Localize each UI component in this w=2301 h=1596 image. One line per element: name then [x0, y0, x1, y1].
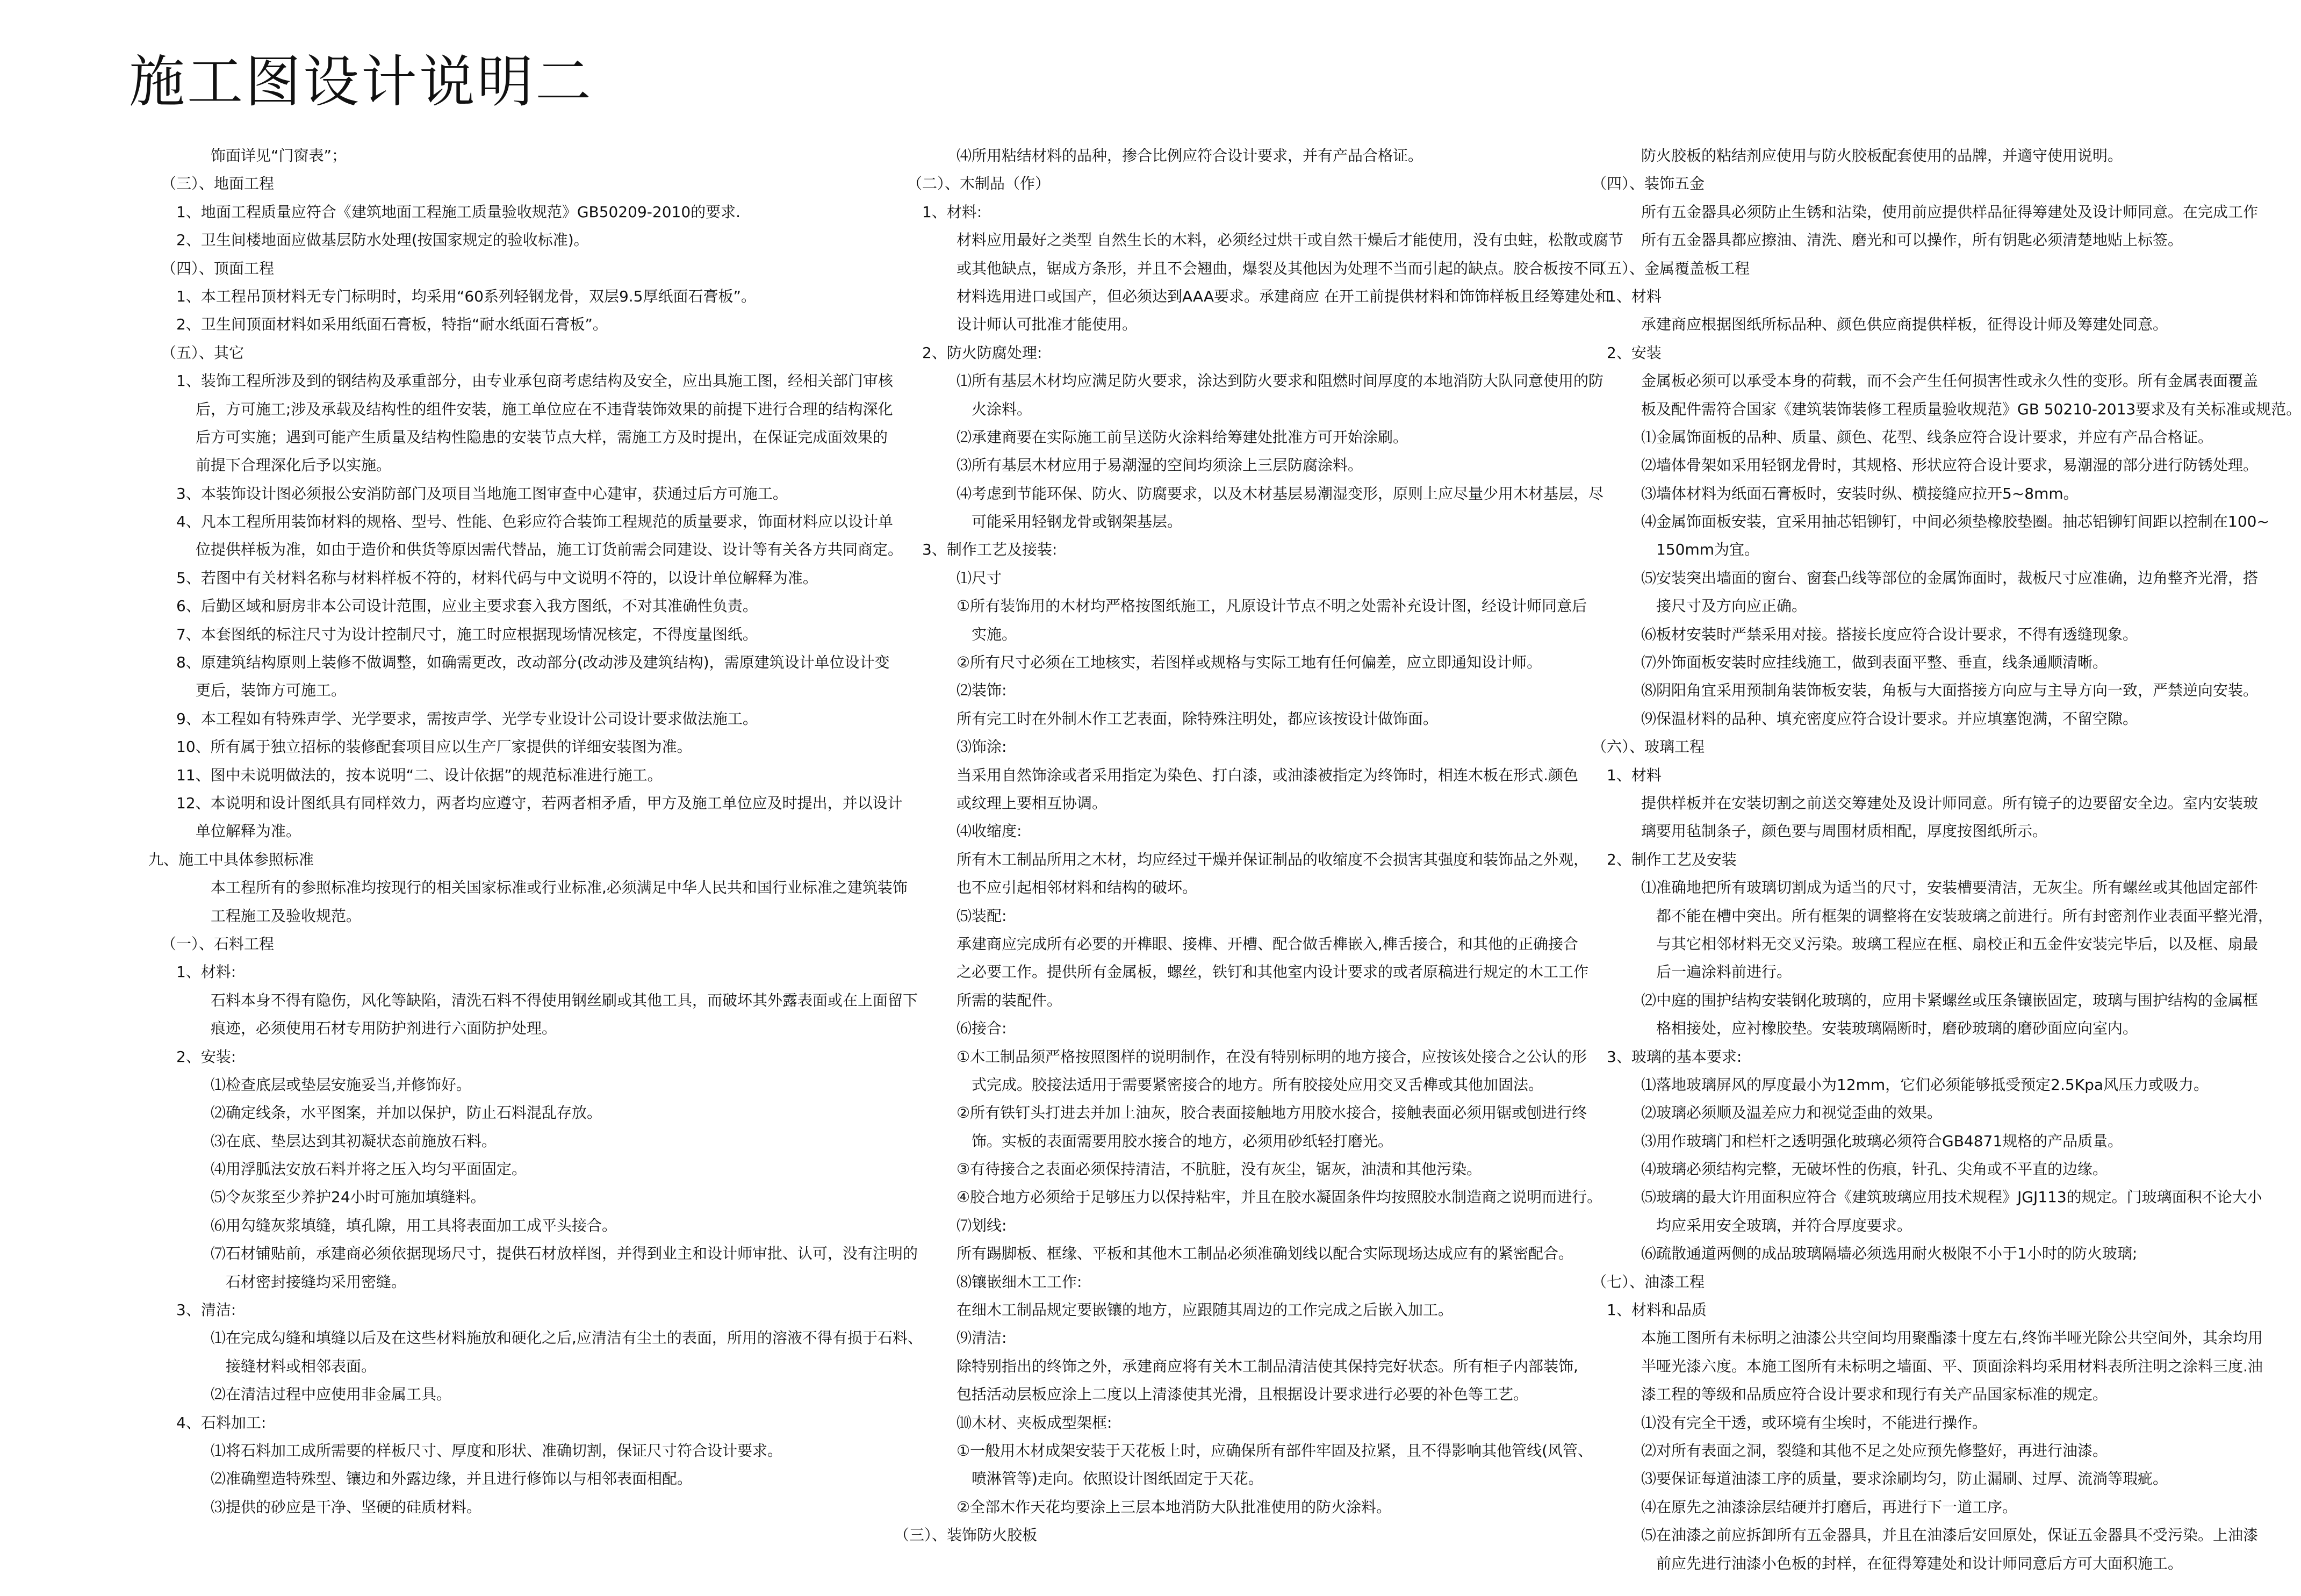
note-line: 璃要用毡制条子，颜色要与周围材质相配，厚度按图纸所示。	[1641, 822, 2048, 840]
note-line: ⑵承建商要在实际施工前呈送防火涂料给筹建处批准方可开始涂刷。	[957, 428, 1408, 446]
note-line: ⑷用浮胍法安放石料并将之压入均匀平面固定。	[211, 1160, 527, 1178]
notes-column-2	[894, 142, 1623, 1550]
note-line: 1、地面工程质量应符合《建筑地面工程施工质量验收规范》GB50209-2010的要求.	[176, 203, 741, 221]
note-line: ⑴在完成勾缝和填缝以后及在这些材料施放和硬化之后,应清洁有尘土的表面，所用的溶液不得有损于石料、	[211, 1329, 923, 1347]
note-line: （二）、木制品（作）	[907, 175, 1051, 193]
note-line: 9、本工程如有特殊声学、光学要求，需按声学、光学专业设计公司设计要求做法施工。	[176, 709, 758, 728]
note-line: ⑶在底、垫层达到其初凝状态前施放石料。	[211, 1132, 497, 1150]
note-line: 所有完工时在外制木作工艺表面，除特殊注明处，都应该按设计做饰面。	[957, 709, 1439, 728]
note-line: 150mm为宜。	[1656, 541, 1759, 559]
note-line: 2、卫生间顶面材料如采用纸面石膏板，特指“耐水纸面石膏板”。	[176, 315, 608, 334]
note-line: ⑶要保证每道油漆工序的质量，要求涂刷均匀，防止漏刷、过厚、流淌等瑕疵。	[1641, 1470, 2168, 1488]
note-line: ⑻阴阳角宜采用预制角装饰板安装，角板与大面搭接方向应与主导方向一致，严禁逆向安装。	[1641, 681, 2259, 700]
note-line: 4、凡本工程所用装饰材料的规格、型号、性能、色彩应符合装饰工程规范的质量要求，饰面材料应以设计单	[176, 513, 893, 531]
note-line: ⑽木材、夹板成型架框:	[957, 1413, 1112, 1432]
note-line: 半哑光漆六度。本施工图所有未标明之墙面、平、顶面涂料均采用材料表所注明之涂料三度.油	[1641, 1357, 2263, 1375]
note-line: 实施。	[972, 625, 1017, 643]
note-line: 前提下合理深化后予以实施。	[196, 456, 392, 475]
note-line: 喷淋管等)走向。依照设计图纸固定于天花。	[972, 1470, 1263, 1488]
note-line: ⑴所有基层木材均应满足防火要求，涂达到防火要求和阻燃时间厚度的本地消防大队同意使用的防	[957, 372, 1604, 390]
note-line: ⑴尺寸	[957, 569, 1002, 587]
note-line: （六）、玻璃工程	[1592, 738, 1705, 756]
note-line: ⑹疏散通道两侧的成品玻璃隔墙必须选用耐火极限不小于1小时的防火玻璃;	[1641, 1245, 2138, 1263]
note-line: ⑺外饰面板安装时应挂线施工，做到表面平整、垂直，线条通顺清晰。	[1641, 653, 2108, 672]
note-line: 更后，装饰方可施工。	[196, 681, 347, 700]
note-line: ⑷玻璃必须结构完整，无破坏性的伤痕，针孔、尖角或不平直的边缘。	[1641, 1160, 2108, 1178]
notes-column-1	[148, 142, 923, 1521]
note-line: 2、防火防腐处理:	[922, 343, 1042, 362]
note-line: ⑴准确地把所有玻璃切割成为适当的尺寸，安装槽要清洁，无灰尘。所有螺丝或其他固定部件	[1641, 879, 2259, 897]
note-line: 2、制作工艺及安装	[1607, 850, 1737, 868]
note-line: （五）、金属覆盖板工程	[1592, 259, 1750, 277]
note-line: ⑵对所有表面之洞，裂缝和其他不足之处应预先修整好，再进行油漆。	[1641, 1441, 2108, 1460]
note-line: 九、施工中具体参照标准	[148, 850, 314, 868]
note-line: ⑵准确塑造特殊型、镶边和外露边缘，并且进行修饰以与相邻表面相配。	[211, 1470, 693, 1488]
note-line: 接缝材料或相邻表面。	[226, 1357, 377, 1375]
note-line: 都不能在槽中突出。所有框架的调整将在安装玻璃之前进行。所有封密剂作业表面平整光滑，	[1656, 907, 2274, 925]
note-line: 饰面详见“门窗表”；	[211, 147, 347, 164]
note-line: ⑼保温材料的品种、填充密度应符合设计要求。并应填塞饱满，不留空隙。	[1641, 709, 2138, 728]
note-line: 1、材料:	[176, 963, 236, 981]
note-line: 或纹理上要相互协调。	[957, 794, 1108, 812]
note-line: ⑷金属饰面板安装，宜采用抽芯铝铆钉，中间必须垫橡胶垫圈。抽芯铝铆钉间距以控制在100~	[1641, 513, 2269, 531]
note-line: 后一遍涂料前进行。	[1656, 963, 1792, 981]
note-line: 提供样板并在安装切割之前送交筹建处及设计师同意。所有镜子的边要留安全边。室内安装玻	[1641, 794, 2259, 812]
note-line: 1、材料:	[922, 203, 982, 221]
note-line: ⑷考虑到节能环保、防火、防腐要求，以及木材基层易潮湿变形，原则上应尽量少用木材基层，尽	[957, 484, 1604, 502]
note-line: ⑶提供的砂应是干净、坚硬的硅质材料。	[211, 1498, 482, 1516]
note-line: ⑸装配:	[957, 907, 1007, 925]
note-line: ⑵墙体骨架如采用轻钢龙骨时，其规格、形状应符合设计要求，易潮湿的部分进行防锈处理。	[1641, 456, 2259, 475]
note-line: 或其他缺点，锯成方条形，并且不会翘曲，爆裂及其他因为处理不当而引起的缺点。胶合板按不同	[957, 259, 1604, 277]
note-line: 11、图中未说明做法的，按本说明“二、设计依据”的规范标准进行施工。	[176, 766, 663, 784]
note-line: 防火胶板的粘结剂应使用与防火胶板配套使用的品牌，并適守使用说明。	[1641, 147, 2123, 164]
note-line: 石材密封接缝均采用密缝。	[226, 1273, 407, 1291]
note-line: ⑷收缩度:	[957, 822, 1022, 840]
note-line: （三）、装饰防火胶板	[894, 1526, 1038, 1544]
note-line: ⑸在油漆之前应拆卸所有五金器具，并且在油漆后安回原处，保证五金器具不受污染。上油漆	[1641, 1526, 2259, 1544]
note-line: ⑶饰涂:	[957, 738, 1007, 756]
note-line: 位提供样板为准，如由于造价和供货等原因需代替品，施工订货前需会同建设、设计等有关各方共同商定。	[196, 541, 903, 559]
note-line: 承建商应根据图纸所标品种、颜色供应商提供样板，征得设计师及筹建处同意。	[1641, 315, 2168, 334]
note-line: ⑹接合:	[957, 1019, 1007, 1038]
note-line: 所有五金器具都应擦油、清洗、磨光和可以操作，所有钥匙必须清楚地贴上标签。	[1641, 231, 2183, 249]
note-line: 承建商应完成所有必要的开榫眼、接榫、开槽、配合做舌榫嵌入,榫舌接合，和其他的正确接合	[957, 934, 1578, 953]
note-line: 2、安装	[1607, 343, 1662, 362]
note-line: ②全部木作天花均要涂上三层本地消防大队批准使用的防火涂料。	[957, 1498, 1392, 1516]
note-line: （三）、地面工程	[161, 175, 275, 193]
note-line: 3、玻璃的基本要求:	[1607, 1047, 1742, 1066]
note-line: 所有木工制品所用之木材，均应经过干燥并保证制品的收缩度不会损害其强度和装饰品之外观，	[957, 850, 1589, 868]
note-line: ⑸玻璃的最大许用面积应符合《建筑玻璃应用技术规程》JGJ113的规定。门玻璃面积不论大小	[1641, 1188, 2262, 1206]
note-line: 5、若图中有关材料名称与材料样板不符的，材料代码与中文说明不符的，以设计单位解释为准。	[176, 569, 818, 587]
note-line: 火涂料。	[972, 400, 1032, 418]
note-line: 1、材料和品质	[1607, 1301, 1707, 1319]
note-line: 2、安装:	[176, 1047, 236, 1066]
note-line: 材料应用最好之类型 自然生长的木料，必须经过烘干或自然干燥后才能使用，没有虫蛀，松散或腐节	[957, 231, 1623, 249]
note-line: ⑵中庭的围护结构安装钢化玻璃的，应用卡紧螺丝或压条镶嵌固定，玻璃与围护结构的金属框	[1641, 991, 2259, 1009]
note-line: ⑹板材安装时严禁采用对接。搭接长度应符合设计要求，不得有透缝现象。	[1641, 625, 2138, 643]
note-line: 1、本工程吊顶材料无专门标明时，均采用“60系列轻钢龙骨，双层9.5厚纸面石膏板”。	[176, 287, 756, 305]
note-line: 前应先进行油漆小色板的封样，在征得筹建处和设计师同意后方可大面积施工。	[1656, 1554, 2183, 1572]
note-line: ⑷所用粘结材料的品种，掺合比例应符合设计要求，并有产品合格证。	[957, 147, 1423, 164]
note-line: 本施工图所有未标明之油漆公共空间均用聚酯漆十度左右,终饰半哑光除公共空间外，其余均用	[1641, 1329, 2263, 1347]
note-line: ⑴金属饰面板的品种、质量、颜色、花型、线条应符合设计要求，并应有产品合格证。	[1641, 428, 2213, 446]
note-line: 本工程所有的参照标准均按现行的相关国家标准或行业标准,必须满足中华人民共和国行业标准之建筑装饰	[211, 879, 908, 897]
note-line: ⑶所有基层木材应用于易潮湿的空间均须涂上三层防腐涂料。	[957, 456, 1363, 475]
note-line: 均应采用安全玻璃，并符合厚度要求。	[1656, 1216, 1912, 1234]
note-line: 金属板必须可以承受本身的荷载，而不会产生任何损害性或永久性的变形。所有金属表面覆盖	[1641, 372, 2259, 390]
note-line: 可能采用轻钢龙骨或钢架基层。	[972, 513, 1183, 531]
note-line: （四）、装饰五金	[1592, 175, 1705, 193]
note-line: ⑺石材铺贴前，承建商必须依据现场尺寸，提供石材放样图，并得到业主和设计师审批、认可，没有注明的	[211, 1245, 918, 1263]
note-line: 当采用自然饰涂或者采用指定为染色、打白漆，或油漆被指定为终饰时，相连木板在形式.颜色	[957, 766, 1578, 784]
note-line: 1、材料	[1607, 287, 1662, 305]
note-line: ②所有铁钉头打进去并加上油灰，胶合表面接触地方用胶水接合，接触表面必须用锯或刨进行终	[957, 1104, 1587, 1122]
page-title: 施工图设计说明二	[129, 48, 594, 114]
note-line: 在细木工制品规定要嵌镶的地方，应跟随其周边的工作完成之后嵌入加工。	[957, 1301, 1454, 1319]
note-line: ⑵玻璃必须顺及温差应力和视觉歪曲的效果。	[1641, 1104, 1943, 1122]
note-line: 也不应引起相邻材料和结构的破坏。	[957, 879, 1198, 897]
note-line: ⑷在原先之油漆涂层结硬并打磨后，再进行下一道工序。	[1641, 1498, 2018, 1516]
note-line: ①所有装饰用的木材均严格按图纸施工，凡原设计节点不明之处需补充设计图，经设计师同意后	[957, 597, 1587, 615]
note-line: ⑻镶嵌细木工工作:	[957, 1273, 1082, 1291]
note-line: 7、本套图纸的标注尺寸为设计控制尺寸，施工时应根据现场情况核定，不得度量图纸。	[176, 625, 758, 643]
note-line: ⑶用作玻璃门和栏杆之透明强化玻璃必须符合GB4871规格的产品质量。	[1641, 1132, 2123, 1150]
note-line: 之必要工作。提供所有金属板，螺丝，铁钉和其他室内设计要求的或者原稿进行规定的木工工作	[957, 963, 1589, 981]
note-line: ⑴落地玻璃屏风的厚度最小为12mm，它们必须能够抵受预定2.5Kpa风压力或吸力。	[1641, 1075, 2209, 1094]
note-line: ⑴将石料加工成所需要的样板尺寸、厚度和形状、准确切割，保证尺寸符合设计要求。	[211, 1441, 783, 1460]
note-line: 8、原建筑结构原则上装修不做调整，如确需更改，改动部分(改动涉及建筑结构)，需原建筑设计单位设计变	[176, 653, 890, 672]
note-line: 除特别指出的终饰之外，承建商应将有关木工制品清洁使其保持完好状态。所有柜子内部装饰,	[957, 1357, 1578, 1375]
note-line: 接尺寸及方向应正确。	[1656, 597, 1807, 615]
note-line: ②所有尺寸必须在工地核实，若图样或规格与实际工地有任何偏差，应立即通知设计师。	[957, 653, 1542, 672]
note-line: ⑵装饰:	[957, 681, 1007, 700]
note-line: ⑴检查底层或垫层安施妥当,并修饰好。	[211, 1075, 471, 1094]
note-line: 板及配件需符合国家《建筑装饰装修工程质量验收规范》GB 50210-2013要求及有关标准或规范。	[1641, 400, 2301, 418]
note-line: 石料本身不得有隐伤，风化等缺陷，清洗石料不得使用钢丝刷或其他工具，而破坏其外露表面或在上面留下	[211, 991, 918, 1009]
note-line: 包括活动层板应涂上二度以上清漆使其光滑，且根据设计要求进行必要的补色等工艺。	[957, 1385, 1529, 1404]
note-line: 工程施工及验收规范。	[211, 907, 362, 925]
note-line: ③有待接合之表面必须保持清洁，不肮脏，没有灰尘，锯灰，油渍和其他污染。	[957, 1160, 1482, 1178]
notes-column-3	[1579, 142, 2301, 1578]
note-line: ④胶合地方必须给于足够压力以保持粘牢，并且在胶水凝固条件均按照胶水制造商之说明而进行。	[957, 1188, 1602, 1206]
note-line: 设计师认可批准才能使用。	[957, 315, 1138, 334]
note-line: 所有五金器具必须防止生锈和沾染，使用前应提供样品征得筹建处及设计师同意。在完成工作	[1641, 203, 2259, 221]
note-line: 1、材料	[1607, 766, 1662, 784]
note-line: 12、本说明和设计图纸具有同样效力，两者均应遵守，若两者相矛盾，甲方及施工单位应及时提出，并以设计	[176, 794, 903, 812]
note-line: ⑵确定线条，水平图案，并加以保护，防止石料混乱存放。	[211, 1104, 602, 1122]
note-line: ⑶墙体材料为纸面石膏板时，安装时纵、横接缝应拉开5~8mm。	[1641, 484, 2079, 502]
note-line: 格相接处，应衬橡胶垫。安装玻璃隔断时，磨砂玻璃的磨砂面应向室内。	[1656, 1019, 2138, 1038]
note-line: （七）、油漆工程	[1592, 1273, 1705, 1291]
note-line: 6、后勤区域和厨房非本公司设计范围，应业主要求套入我方图纸，不对其准确性负责。	[176, 597, 758, 615]
note-line: （一）、石料工程	[161, 934, 275, 953]
note-line: 式完成。胶接法适用于需要紧密接合的地方。所有胶接处应用交叉舌榫或其他加固法。	[972, 1075, 1544, 1094]
note-line: ①木工制品须严格按照图样的说明制作，在没有特别标明的地方接合，应按该处接合之公认的形	[957, 1047, 1587, 1066]
note-line: 后方可实施；遇到可能产生质量及结构性隐患的安装节点大样，需施工方及时提出，在保证完成面效果的	[196, 428, 888, 446]
note-line: 饰。实板的表面需要用胶水接合的地方，必须用砂纸轻打磨光。	[972, 1132, 1393, 1150]
note-line: 2、卫生间楼地面应做基层防水处理(按国家规定的验收标准)。	[176, 231, 589, 249]
note-line: ⑴没有完全干透，或环境有尘埃时，不能进行操作。	[1641, 1413, 1988, 1432]
note-line: 3、清洁:	[176, 1301, 236, 1319]
note-line: （四）、顶面工程	[161, 259, 275, 277]
note-line: ⑼清洁:	[957, 1329, 1007, 1347]
note-line: 1、装饰工程所涉及到的钢结构及承重部分，由专业承包商考虑结构及安全，应出具施工图，经相关部门审核	[176, 372, 893, 390]
note-line: 痕迹，必须使用石材专用防护剂进行六面防护处理。	[211, 1019, 557, 1038]
note-line: （五）、其它	[161, 343, 245, 362]
note-line: 4、石料加工:	[176, 1413, 267, 1432]
note-line: 10、所有属于独立招标的装修配套项目应以生产厂家提供的详细安装图为准。	[176, 738, 692, 756]
note-line: ⑸令灰浆至少养护24小时可施加填缝料。	[211, 1188, 486, 1206]
note-line: 漆工程的等级和品质应符合设计要求和现行有关产品国家标准的规定。	[1641, 1385, 2108, 1404]
note-line: ⑵在清洁过程中应使用非金属工具。	[211, 1385, 452, 1404]
note-line: 与其它相邻材料无交叉污染。玻璃工程应在框、扇校正和五金件安装完毕后，以及框、扇最	[1656, 934, 2259, 953]
note-line: ⑺划线:	[957, 1216, 1007, 1234]
note-line: ①一般用木材成架安装于天花板上时，应确保所有部件牢固及拉紧，且不得影响其他管线(风管、	[957, 1441, 1593, 1460]
note-line: 材料选用进口或国产，但必须达到AAA要求。承建商应 在开工前提供材料和饰饰样板且经筹建处和	[957, 287, 1610, 305]
note-line: ⑸安装突出墙面的窗台、窗套凸线等部位的金属饰面时，裁板尺寸应准确，边角整齐光滑，搭	[1641, 569, 2259, 587]
note-line: ⑹用勾缝灰浆填缝，填孔隙，用工具将表面加工成平头接合。	[211, 1216, 617, 1234]
note-line: 单位解释为准。	[196, 822, 301, 840]
note-line: 3、制作工艺及接装:	[922, 541, 1058, 559]
note-line: 所需的装配件。	[957, 991, 1062, 1009]
note-line: 所有踢脚板、框缘、平板和其他木工制品必须准确划线以配合实际现场达成应有的紧密配合。	[957, 1245, 1574, 1263]
note-line: 3、本装饰设计图必须报公安消防部门及项目当地施工图审查中心建审，获通过后方可施工。	[176, 484, 788, 502]
note-line: 后，方可施工;涉及承载及结构性的组件安装，施工单位应在不违背装饰效果的前提下进行合理的结构深化	[196, 400, 893, 418]
